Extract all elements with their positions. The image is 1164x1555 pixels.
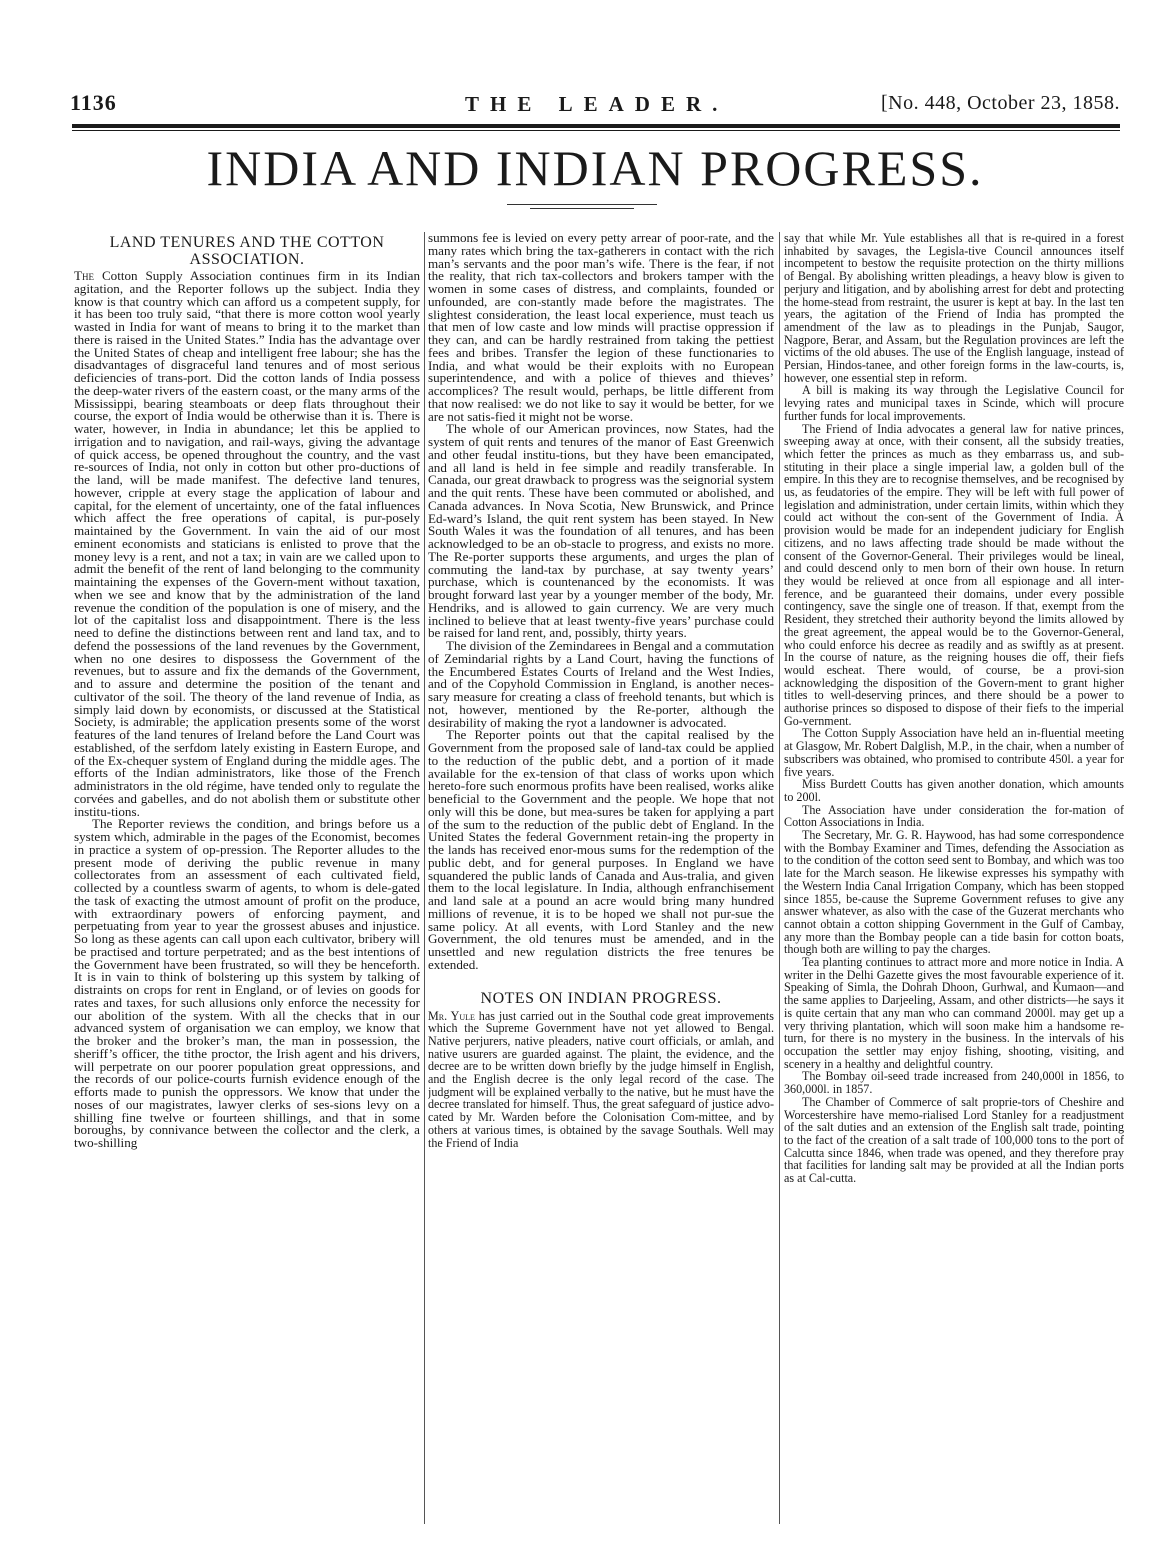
header-rule — [72, 124, 1120, 128]
lead-in: Mr. Yule — [428, 1008, 475, 1023]
article-paragraph: The Secretary, Mr. G. R. Haywood, has had some correspondence with the Bombay Examiner and Times, defending the Association as to the condition of the cotton seed sent to Bombay, and which was too late for the March season. He likewise expresses his sympathy with the Western India Canal Irrigation Company, which has been stopped since 1855, be-cause the Supreme Government refuses to give any answer whatever, as also with the case of the Guzerat merchants who cannot obtain a cotton shipping Government in the Gulf of Cambay, any more than the Bombay people can a tide basin for cotton boats, though both are willing to pay the charges. — [784, 828, 1124, 957]
running-head — [70, 88, 1120, 124]
header-rule-thin — [72, 130, 1120, 131]
article-paragraph: The Reporter points out that the capital realised by the Government from the proposed sale of land-tax could be applied to the reduction of the public debt, and a portion of it made available for the ex-tension of that class of works upon which hereto-fore such enormous profits have been realised, works alike beneficial to the Government and the people. We hope that not only will this be done, but mea-sures be taken for applying a part of the sum to the reduction of the public debt of England. In the United States the federal Government retain-ing the property in the lands has received enor-mous sums for the redemption of the public debt, and for general purposes. In England we have squandered the public lands of Canada and Aus-tralia, and given them to the local legislature. In India, although enfranchisement and land sale at a pound an acre would bring many hundred millions of revenue, it is to be hoped we shall not pur-sue the same policy. At all events, with Lord Stanley and the new Government, the old tenures must be amended, and in the unsettled and new regulation districts the free tenures be extended. — [428, 727, 774, 972]
article-paragraph: Miss Burdett Coutts has given another donation, which amounts to 200l. — [784, 777, 1124, 804]
issue-info: [No. 448, October 23, 1858. — [880, 92, 1120, 114]
article-paragraph: The whole of our American provinces, now States, had the system of quit rents and tenures of the manor of East Greenwich and other feudal institu-tions, but they have been emancipated, and all land is held in fee simple and readily transferable. In Canada, our great drawback to progress was the seignorial system and the quit rents. These have been commuted or abolished, and Canada advances. In Nova Scotia, New Brunswick, and Prince Ed-ward’s Island, the quit rent system has been stayed. In New South Wales it was the foundation of all tenures, and has been acknowledged to be an ob-stacle to progress, and exists no more. The Re-porter supports these arguments, and urges the plan of commuting the land-tax by purchase, at say twenty years’ purchase, which is countenanced by the economists. It was brought forward last year by a younger member of the body, Mr. Hendriks, and is allowed to gain currency. We are very much inclined to believe that at least twenty-five years’ purchase could be raised for land rent, and, possibly, thirty years. — [428, 421, 774, 641]
article-paragraph: Tea planting continues to attract more and more notice in India. A writer in the Delhi Gazette gives the most favourable experience of it. Speaking of Simla, the Dohrah Dhoon, Gurhwal, and Kumaon—and the same applies to Darjeeling, Assam, and other districts—he says it is quite certain that any man who can command 2000l. may get up a very thriving plantation, which will soon make him a handsome re-turn, for there is no mystery in the business. In the intervals of his occupation the settler may enjoy fishing, shooting, visiting, and scenery in a healthy and delightful country. — [784, 955, 1124, 1071]
column-2 — [428, 232, 774, 1527]
column-rule-1 — [424, 232, 425, 1524]
article-paragraph: The Friend of India advocates a general law for native princes, sweeping away at once, with their consent, all the subsidy treaties, which fetter the princes as much as they embarrass us, and sub-stituting in their place a single imperial law, a golden bull of the empire. In this they are to recognise themselves, and be recognised by us, as feudatories of the empire. They will be left with full power of legislation and administration, under certain limits, within which they could act without the con-sent of the Government of India. A provision would be made for an independent judiciary for English citizens, and no laws affecting trade should be made without the consent of the Governor-General. Their privileges would be lineal, and could descend only to men born of their own house. In return they would be relieved at once from all espionage and all inter-ference, and be guaranteed their domains, under every possible contingency, save the single one of treason. If that, exempt from the Resident, they stretched their authority beyond the limits allowed by the great agreement, the appeal would be to the Governor-General, who could enforce his decree as readily and as swiftly as at present. In the course of nature, as the reigning houses die off, their fiefs would escheat. There would, of course, be a provi-sion acknowledging the disposition of the Govern-ment to grant higher titles to well-deserving princes, and there should be a power to authorise princes so disposed to dispose of their fiefs to the imperial Go-vernment. — [784, 421, 1124, 728]
column-3 — [784, 232, 1124, 1527]
article-paragraph: A bill is making its way through the Legislative Council for levying rates and municipal taxes in Scinde, which will procure further funds for local improvements. — [784, 383, 1124, 423]
section-title: INDIA AND INDIAN PROGRESS. — [206, 140, 984, 196]
column-1 — [74, 232, 420, 1527]
article-paragraph: The Chamber of Commerce of salt proprie-tors of Cheshire and Worcestershire have memo-rialised Lord Stanley for a readjustment of the salt duties and an extension of the English salt trade, pointing to the fact of the creation of a salt trade of 100,000 tons to the port of Calcutta since 1846, when trade was opened, and they therefore pray that facilities for landing salt may be provided at all the Indian ports as at Cal-cutta. — [784, 1094, 1124, 1186]
article-heading-land-tenures: LAND TENURES AND THE COTTON ASSOCIATION. — [109, 234, 385, 268]
article-paragraph: The Cotton Supply Association continues firm in its Indian agitation, and the Reporter follows up the subject. India they know is that country which can afford us a competent supply, for it has been too truly said, “that there is more cotton wool yearly wasted in India for want of means to bring it to the market than there is raised in the United States.” India has the advantage over the United States of cheap and intelligent free labour; she has the disadvantages of disgraceful land tenures and of most serious deficiencies of trans-port. Did the cotton lands of India possess the deep-water rivers of the eastern coast, or the many arms of the Mississippi, bearing steamboats or deep flats throughout their course, the export of India would be otherwise than it is. There is water, however, in India in abundance; let this be applied to irrigation and to navigation, and rail-ways, giving the advantage of quick access, be opened throughout the country, and the vast re-sources of India, not only in cotton but other pro-ductions of the land, will be made manifest. The defective land tenures, however, cripple at every stage the application of labour and capital, for the element of uncertainty, one of the fatal influences which affect the free operations of capital, is pur-posely maintained by the Government. In vain the aid of our most eminent economists and staticians is enlisted to prove that the money levy is a rent, and not a tax; in vain are we called upon to admit the benefit of the rent of land belonging to the community maintaining the expenses of the Govern-ment without taxation, when we see and know that by the administration of the land revenue the condition of the population is one of misery, and the lot of the capitalist loss and disappointment. There is the less need to define the distinctions between rent and land tax, and to defend the possessions of the land revenues by the Government, when no one desires to dispossess the Government of the revenues, but to assure and fix the demands of the Government, and to assure and determine the position of the tenant and cultivator of the soil. The theory of the land revenue of India, as simply laid down by economists, or discussed at the Statistical Society, is admirable; the application presents some of the worst features of the land tenures of Ireland before the Land Court was established, of the serfdom lately existing in Eastern Europe, and of the Ex-chequer system of England during the middle ages. The efforts of the Indian administrators, like those of the French administrators in the old régime, have tended only to regulate the corvées and gabelles, and do not abolish them or substitute other institu-tions. — [74, 268, 420, 819]
article-paragraph: summons fee is levied on every petty arrear of poor-rate, and the many rates which bring the tax-gatherers in contact with the rich man’s servants and the poor man’s wife. There is the fear, if not the reality, that rich tax-collectors and brokers tamper with the women in some cases of distress, and complaints, founded or unfounded, are con-stantly made before the magistrates. The slightest consideration, the least local experience, must teach us that men of low caste and low minds will practise oppression if they can, and can be hardly restrained from taking the pettiest fees and bribes. Transfer the legion of these functionaries to India, and what would be their exploits with no European superintendence, and with a police of thieves and thieves’ accomplices? The result would, perhaps, be little different from that now realised: we do not like to say it would be better, for we are not satis-fied it might not be worse. — [428, 232, 774, 424]
paper-name: THE LEADER. — [465, 92, 729, 116]
article-heading-notes: NOTES ON INDIAN PROGRESS. — [480, 989, 722, 1007]
article-paragraph: The Reporter reviews the condition, and brings before us a system which, admirable in the pages of the Economist, becomes in practice a system of op-pression. The Reporter alludes to the present mode of deriving the public revenue in many collectorates from an assessment of each cultivated field, collected by a countless swarm of agents, to whom is dele-gated the task of exacting the utmost amount of profit on the produce, with extraordinary powers of enforcing payment, and perpetuating from year to year the grossest abuses and injustice. So long as these agents can call upon each cultivator, bribery will be practised and torture perpetrated; and as the best intentions of the Government have been frustrated, so will they be henceforth. It is in vain to think of bolstering up this system by talking of distraints on crops for rent in England, or of levies on goods for rates and taxes, for such allusions only enforce the necessity for our abolition of the system. With all the checks that in our advanced system of organisation we can employ, we know that the broker and the broker’s man, the man in possession, the sheriff’s officer, the tithe proctor, the Irish agent and his drivers, will perpetrate on our poorer population great oppressions, and the records of our police-courts furnish evidence enough of the efforts made to punish the oppressors. We know that under the noses of our magistrates, lawyer clerks of ses-sions levy on a shilling fine twelve or fourteen shillings, and that in some boroughs, by connivance between the collector and the clerk, a two-shilling — [74, 816, 420, 1150]
page-number: 1136 — [70, 90, 117, 115]
article-paragraph: The division of the Zemindarees in Bengal and a commutation of Zemindarial rights by a Land Court, having the functions of the Encumbered Estates Courts of Ireland and the West Indies, and of the Copyhold Commission in England, is another neces-sary measure for creating a class of freehold tenants, but which is not, however, mentioned by the Re-porter, although the desirability of making the ryot a landowner is advocated. — [428, 638, 774, 730]
article-paragraph: The Cotton Supply Association have held an in-fluential meeting at Glasgow, Mr. Robert Dalglish, M.P., in the chair, when a number of subscribers was obtained, who promised to contribute 450l. a year for five years. — [784, 726, 1124, 779]
article-paragraph: Mr. Yule has just carried out in the Southal code great improvements which the Supreme Government have not yet allowed to Bengal. Native perjurers, native pleaders, native court officials, or amlah, and native usurers are guarded against. The plaint, the evidence, and the decree are to be written down briefly by the judge himself in English, and the English decree is the only legal record of the case. The judgment will be explained verbally to the native, but he must have the decree translated for himself. Thus, the great safeguard of justice advo-cated by Mr. Warden before the Colonisation Com-mittee, and by others at various times, is obtained by the savage Southals. Well may the Friend of India — [428, 1008, 774, 1150]
title-ornament-rule — [507, 204, 657, 205]
article-paragraph: The Association have under consideration the for-mation of Cotton Associations in India. — [784, 802, 1124, 830]
article-paragraph: say that while Mr. Yule establishes all that is re-quired in a forest inhabited by savages, the Legisla-tive Council announces itself incompetent to bestow the requisite protection on the thirty millions of Bengal. By abolishing written pleadings, a heavy blow is given to perjury and litigation, and by abolishing arrest for debt and protecting the home-stead from restraint, the usurer is kept at bay. In the last ten years, the agitation of the Friend of India has prompted the amendment of the law as to pleadings in the Punjab, Saugor, Nagpore, Berar, and Assam, but the Regulation provinces are left the victims of the old abuses. The use of the English language, instead of Persian, Hindos-tanee, and other foreign forms in the law-courts, is, however, one essential step in reform. — [784, 232, 1124, 385]
article-paragraph: The Bombay oil-seed trade increased from 240,000l in 1856, to 360,000l. in 1857. — [784, 1069, 1124, 1097]
lead-in: The — [74, 268, 94, 283]
column-rule-2 — [779, 232, 780, 1524]
title-ornament-rule-short — [530, 208, 634, 209]
